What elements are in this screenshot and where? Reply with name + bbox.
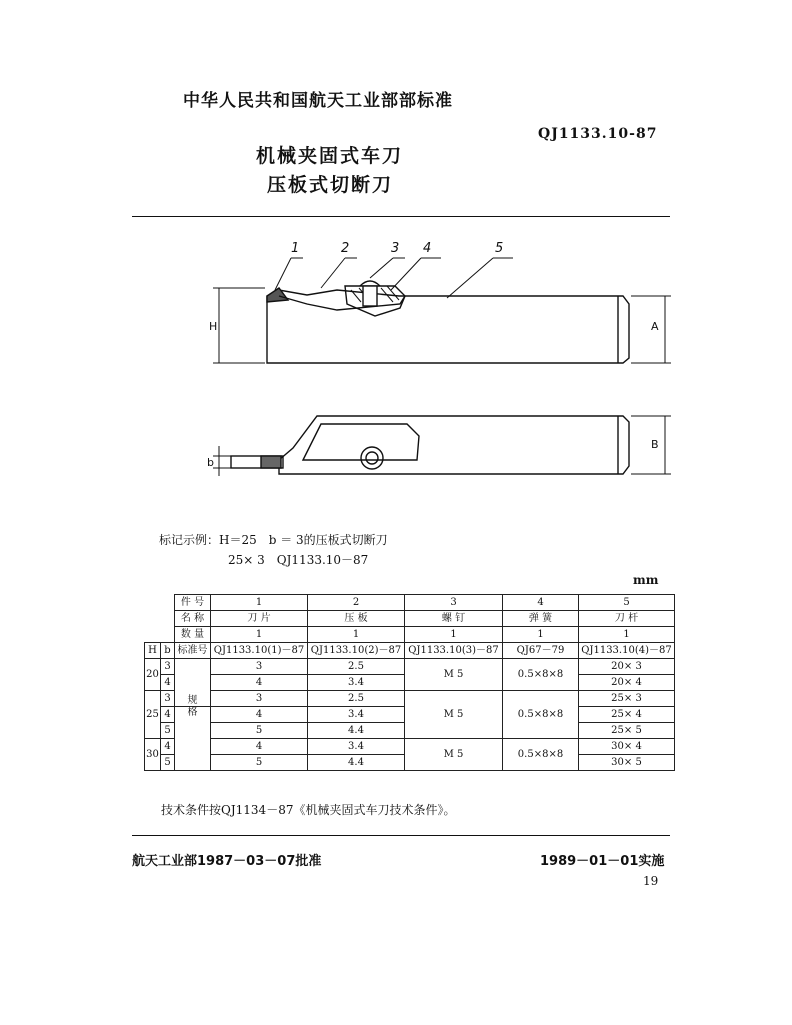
cell-b: 5 [161, 755, 175, 771]
cell-b: 4 [161, 707, 175, 723]
table-cell: 1 [503, 627, 579, 643]
table-cell: 30× 5 [579, 755, 675, 771]
row-label-quantity: 数 量 [175, 627, 211, 643]
cell-H: 20 [145, 659, 161, 691]
table-cell: 5 [211, 755, 308, 771]
table-cell: 1 [308, 627, 405, 643]
table-cell: 螺 钉 [405, 611, 503, 627]
cell-H: 25 [145, 691, 161, 739]
label-A: A [651, 320, 659, 333]
cell-b: 5 [161, 723, 175, 739]
table-cell: M 5 [405, 739, 503, 771]
table-cell: 3.4 [308, 675, 405, 691]
table-cell: 4 [211, 739, 308, 755]
top-blade-tip [261, 456, 281, 468]
table-cell: 弹 簧 [503, 611, 579, 627]
screw-hole-outer [361, 447, 383, 469]
table-row [145, 627, 675, 643]
table-cell: QJ1133.10(1)－87 [211, 643, 308, 659]
table-cell: QJ67－79 [503, 643, 579, 659]
technical-drawing [195, 238, 675, 478]
table-cell: 4 [503, 595, 579, 611]
table-cell: 25× 3 [579, 691, 675, 707]
table-row [145, 659, 675, 675]
technical-condition-note: 技术条件按QJ1134－87《机械夹固式车刀技术条件》。 [161, 803, 456, 817]
callout-leaders [275, 258, 513, 298]
callout-5: 5 [495, 241, 504, 256]
label-b: b [207, 456, 214, 469]
header-divider [132, 216, 670, 217]
callout-2: 2 [341, 241, 350, 256]
callout-4: 4 [423, 241, 432, 256]
cell-H: 30 [145, 739, 161, 771]
table-cell: 1 [211, 627, 308, 643]
insert-blade [267, 288, 288, 302]
table-cell: 5 [211, 723, 308, 739]
dimension-H [213, 288, 265, 363]
row-label-standard-no: 标准号 [175, 643, 211, 659]
table-cell: M 5 [405, 659, 503, 691]
table-cell: 3 [211, 691, 308, 707]
table-cell: 4 [211, 707, 308, 723]
title-line-1: 机械夹固式车刀 [256, 145, 404, 167]
label-H: H [209, 320, 218, 333]
table-cell: QJ1133.10(3)－87 [405, 643, 503, 659]
table-cell: 0.5×8×8 [503, 739, 579, 771]
cell-b: 4 [161, 739, 175, 755]
table-cell: 0.5×8×8 [503, 659, 579, 691]
table-cell: 刀 杆 [579, 611, 675, 627]
label-B: B [651, 438, 659, 451]
table-cell: 4.4 [308, 723, 405, 739]
clamp-plate [279, 296, 405, 310]
title-line-2: 压板式切断刀 [267, 174, 394, 196]
screw-hole-inner [366, 452, 378, 464]
table-row [145, 739, 675, 755]
screw-section [363, 286, 377, 306]
table-cell: 20× 3 [579, 659, 675, 675]
marking-example-line-1: 标记示例：H＝25 b ＝ 3的压板式切断刀 [159, 533, 388, 547]
table-cell: 4 [211, 675, 308, 691]
footer-divider [132, 835, 670, 836]
spec-label-2: 格 [175, 707, 211, 771]
table-cell: 1 [579, 627, 675, 643]
screw-head [360, 281, 380, 286]
table-cell: 刀 片 [211, 611, 308, 627]
table-cell: 3.4 [308, 739, 405, 755]
table-cell: 1 [405, 627, 503, 643]
table-cell: 压 板 [308, 611, 405, 627]
table-row [145, 611, 675, 627]
callout-1: 1 [291, 241, 300, 256]
approval-date: 航天工业部1987－03－07批准 [132, 854, 322, 869]
marking-example-line-2: 25× 3 QJ1133.10－87 [228, 553, 369, 567]
table-cell: 3.4 [308, 707, 405, 723]
cell-b: 3 [161, 659, 175, 675]
cell-b: 3 [161, 691, 175, 707]
standard-number: QJ1133.10-87 [538, 126, 658, 142]
table-cell: 3 [405, 595, 503, 611]
table-cell: 2.5 [308, 659, 405, 675]
top-view-outline [279, 416, 629, 474]
table-cell: 2.5 [308, 691, 405, 707]
row-label-part-no: 件 号 [175, 595, 211, 611]
col-header-b: b [161, 643, 175, 659]
table-cell: 0.5×8×8 [503, 691, 579, 739]
table-row [145, 643, 675, 659]
col-header-H: H [145, 643, 161, 659]
callout-3: 3 [391, 241, 400, 256]
page-number: 19 [643, 874, 659, 888]
issuing-organization: 中华人民共和国航天工业部部标准 [183, 91, 453, 111]
front-view-outline [267, 290, 629, 363]
table-cell: 1 [211, 595, 308, 611]
row-label-name: 名 称 [175, 611, 211, 627]
unit-label: mm [633, 573, 659, 587]
implementation-date: 1989－01－01实施 [540, 854, 665, 869]
table-cell: QJ1133.10(4)－87 [579, 643, 675, 659]
cell-b: 4 [161, 675, 175, 691]
table-row [145, 595, 675, 611]
dimension-b [213, 446, 231, 476]
spec-table [144, 594, 675, 771]
table-row [145, 691, 675, 707]
spec-label-1: 规 [175, 659, 211, 707]
table-cell: 5 [579, 595, 675, 611]
table-cell: 20× 4 [579, 675, 675, 691]
table-cell: 4.4 [308, 755, 405, 771]
table-cell: 2 [308, 595, 405, 611]
table-cell: 3 [211, 659, 308, 675]
table-cell: M 5 [405, 691, 503, 739]
table-cell: 25× 4 [579, 707, 675, 723]
table-cell: 30× 4 [579, 739, 675, 755]
table-cell: 25× 5 [579, 723, 675, 739]
table-cell: QJ1133.10(2)－87 [308, 643, 405, 659]
